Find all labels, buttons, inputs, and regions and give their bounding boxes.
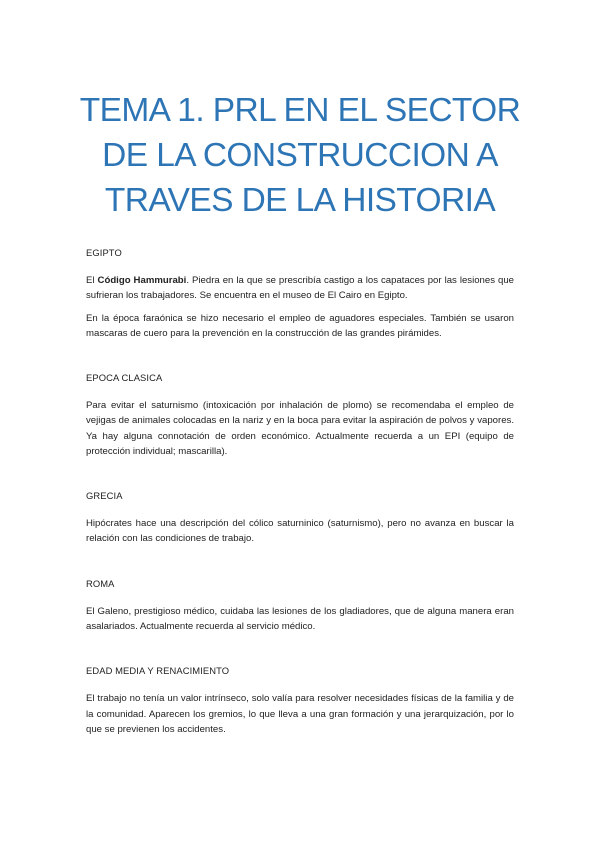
section-edad-media (86, 663, 514, 737)
grecia-paragraph-1: Hipócrates hace una descripción del cólico saturninico (saturnismo), pero no avanza en buscar la relación con las condiciones de trabajo. (86, 518, 514, 545)
title-line-3: TRAVES DE LA HISTORIA (104, 182, 496, 219)
document-body (86, 245, 514, 737)
title-line-2: DE LA CONSTRUCCION A (102, 137, 498, 174)
edad-media-paragraph-1: El trabajo no tenía un valor intrínseco, solo valía para resolver necesidades físicas de la familia y de la comunidad. Aparecen los gremios, lo que lleva a una gran formación y una jerarquización, por lo que se previenen los accidentes. (86, 693, 514, 735)
section-heading-grecia: GRECIA (86, 490, 123, 502)
section-heading-egipto: EGIPTO (86, 247, 122, 258)
section-heading-epoca-clasica: EPOCA CLASICA (86, 372, 163, 384)
section-heading-edad-media: EDAD MEDIA Y RENACIMIENTO (86, 665, 230, 677)
egipto-p1-prefix: El (86, 275, 98, 287)
egipto-paragraph-1 (86, 273, 514, 303)
title-line-1: TEMA 1. PRL EN EL SECTOR (79, 92, 521, 129)
section-egipto (86, 245, 514, 341)
section-grecia (86, 488, 514, 547)
roma-paragraph-1: El Galeno, prestigioso médico, cuidaba las lesiones de los gladiadores, que de alguna manera eran asalariados. Actualmente recuerda al servicio médico. (86, 605, 514, 633)
section-heading-roma: ROMA (86, 577, 115, 589)
epoca-clasica-paragraph-1: Para evitar el saturnismo (intoxicación por inhalación de plomo) se recomendaba el empleo de vejigas de animales colocadas en la nariz y en la boca para evitar la aspiración de polvos y vapores. Ya hay alguna connotación de orden económico. Actualmente recuerda a un EPI (equipo de protección individual; mascarilla). (86, 400, 514, 457)
document-title (60, 88, 540, 223)
section-epoca-clasica (86, 370, 514, 459)
egipto-paragraph-2: En la época faraónica se hizo necesario el empleo de aguadores especiales. También se usaron mascaras de cuero para la prevención en la construcción de las grandes pirámides. (86, 312, 514, 339)
egipto-p1-rest: . Piedra en la que se prescribía castigo a los capataces por las lesiones que sufrieran los trabajadores. Se encuentra en el museo de El Cairo en Egipto. (86, 275, 515, 302)
section-roma (86, 576, 514, 635)
egipto-p1-bold-term: Código Hammurabi (97, 275, 187, 287)
